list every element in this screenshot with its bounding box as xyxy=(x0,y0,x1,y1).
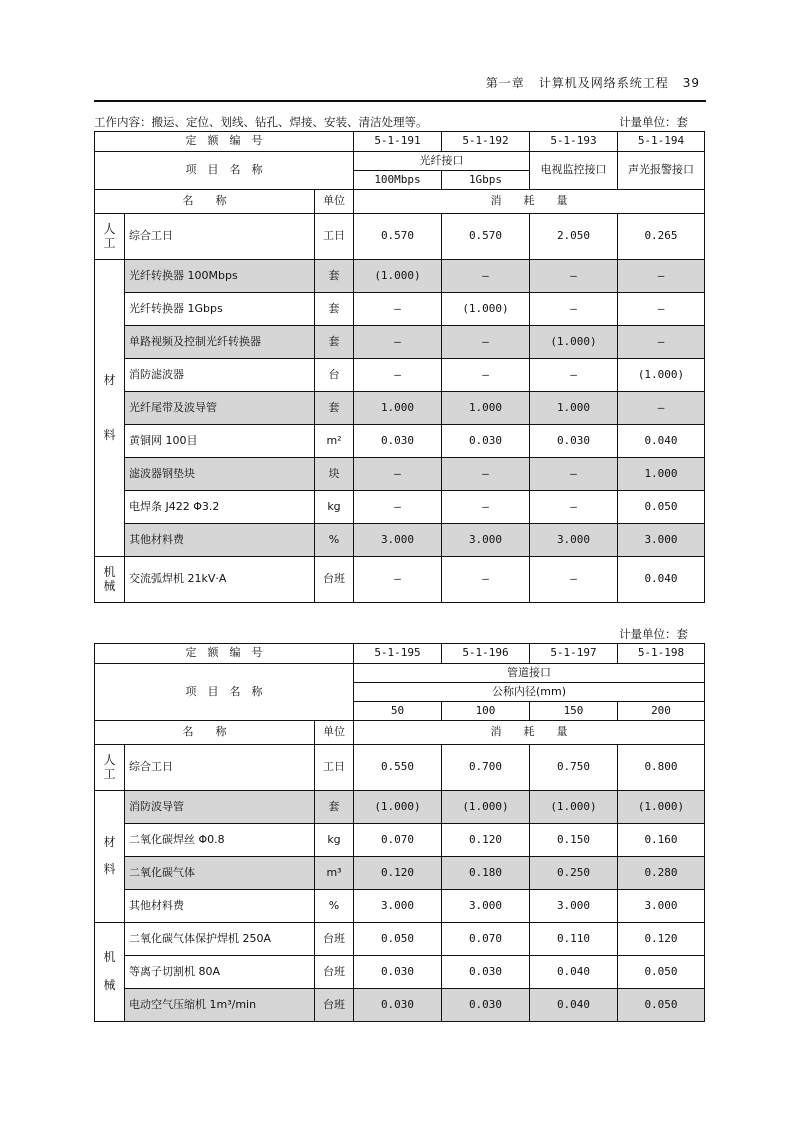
row-value: — xyxy=(354,557,442,603)
row-value: 0.040 xyxy=(618,557,705,603)
diameter: 200 xyxy=(618,702,705,721)
quota-code: 5-1-195 xyxy=(354,644,442,664)
row-value: 0.120 xyxy=(618,923,705,956)
row-value: (1.000) xyxy=(442,293,530,326)
row-value: 0.030 xyxy=(354,989,442,1022)
row-value: 0.040 xyxy=(530,989,618,1022)
consumption-header: 消 耗 量 xyxy=(354,721,705,745)
category-machine: 机 械 xyxy=(95,923,125,1022)
row-value: 3.000 xyxy=(530,524,618,557)
row-value: 0.120 xyxy=(354,857,442,890)
row-name: 滤波器钢垫块 xyxy=(125,458,315,491)
item-name-label: 项 目 名 称 xyxy=(95,152,354,190)
row-name: 其他材料费 xyxy=(125,524,315,557)
row-value: — xyxy=(530,359,618,392)
page-number: 39 xyxy=(682,76,700,90)
row-unit: 工日 xyxy=(315,745,354,791)
col-name: 声光报警接口 xyxy=(618,152,705,190)
row-unit: 套 xyxy=(315,392,354,425)
quota-code: 5-1-191 xyxy=(354,132,442,152)
row-value: 0.030 xyxy=(442,956,530,989)
row-value: (1.000) xyxy=(354,791,442,824)
row-value: 3.000 xyxy=(530,890,618,923)
row-name: 综合工日 xyxy=(125,745,315,791)
row-value: 0.250 xyxy=(530,857,618,890)
row-value: 0.030 xyxy=(442,425,530,458)
row-value: 0.040 xyxy=(530,956,618,989)
row-value: (1.000) xyxy=(442,791,530,824)
quota-table-2 xyxy=(94,643,705,1022)
row-value: 0.280 xyxy=(618,857,705,890)
diameter: 100 xyxy=(442,702,530,721)
row-unit: kg xyxy=(315,824,354,857)
row-value: — xyxy=(530,260,618,293)
row-value: 0.570 xyxy=(354,214,442,260)
unit-header: 单位 xyxy=(315,190,354,214)
row-value: (1.000) xyxy=(530,791,618,824)
row-value: 3.000 xyxy=(618,890,705,923)
row-value: 0.030 xyxy=(354,425,442,458)
row-unit: 块 xyxy=(315,458,354,491)
row-value: 2.050 xyxy=(530,214,618,260)
group-label: 管道接口 xyxy=(354,664,705,683)
category-labor: 人 工 xyxy=(95,214,125,260)
sub-item: 1Gbps xyxy=(442,171,530,190)
row-value: 3.000 xyxy=(354,890,442,923)
row-value: — xyxy=(530,293,618,326)
row-value: 3.000 xyxy=(618,524,705,557)
row-value: 3.000 xyxy=(354,524,442,557)
row-unit: 套 xyxy=(315,791,354,824)
row-value: 0.160 xyxy=(618,824,705,857)
quota-code: 5-1-194 xyxy=(618,132,705,152)
quota-code: 5-1-192 xyxy=(442,132,530,152)
row-name: 电焊条 J422 Φ3.2 xyxy=(125,491,315,524)
quota-code-label: 定 额 编 号 xyxy=(95,132,354,152)
category-material: 材 料 xyxy=(95,260,125,557)
row-value: 0.150 xyxy=(530,824,618,857)
page-header xyxy=(486,74,700,91)
sub-item: 100Mbps xyxy=(354,171,442,190)
name-header: 名 称 xyxy=(95,721,315,745)
row-value: (1.000) xyxy=(530,326,618,359)
row-value: 0.180 xyxy=(442,857,530,890)
row-value: 0.070 xyxy=(354,824,442,857)
row-value: 0.050 xyxy=(618,491,705,524)
row-name: 二氧化碳焊丝 Φ0.8 xyxy=(125,824,315,857)
quota-code: 5-1-198 xyxy=(618,644,705,664)
row-name: 二氧化碳气体 xyxy=(125,857,315,890)
row-value: — xyxy=(354,491,442,524)
name-header: 名 称 xyxy=(95,190,315,214)
quota-code: 5-1-196 xyxy=(442,644,530,664)
row-value: 3.000 xyxy=(442,890,530,923)
diameter: 150 xyxy=(530,702,618,721)
row-value: 0.570 xyxy=(442,214,530,260)
row-value: — xyxy=(442,557,530,603)
row-value: — xyxy=(442,458,530,491)
row-unit: m³ xyxy=(315,857,354,890)
row-value: — xyxy=(354,359,442,392)
row-value: — xyxy=(442,326,530,359)
row-value: — xyxy=(354,326,442,359)
row-value: — xyxy=(530,557,618,603)
row-value: 1.000 xyxy=(530,392,618,425)
row-name: 其他材料费 xyxy=(125,890,315,923)
quota-table-1 xyxy=(94,131,705,603)
row-value: 0.030 xyxy=(354,956,442,989)
row-unit: 台 xyxy=(315,359,354,392)
row-value: 0.030 xyxy=(530,425,618,458)
row-value: 0.800 xyxy=(618,745,705,791)
row-unit: 套 xyxy=(315,260,354,293)
row-value: 1.000 xyxy=(618,458,705,491)
row-unit: m² xyxy=(315,425,354,458)
row-value: 0.030 xyxy=(442,989,530,1022)
item-name-label: 项 目 名 称 xyxy=(95,664,354,721)
row-value: 3.000 xyxy=(442,524,530,557)
category-machine: 机 械 xyxy=(95,557,125,603)
category-material: 材 料 xyxy=(95,791,125,923)
row-value: (1.000) xyxy=(618,359,705,392)
row-value: — xyxy=(354,293,442,326)
consumption-header: 消 耗 量 xyxy=(354,190,705,214)
row-unit: 台班 xyxy=(315,923,354,956)
unit-header: 单位 xyxy=(315,721,354,745)
row-value: — xyxy=(442,359,530,392)
category-labor: 人 工 xyxy=(95,745,125,791)
row-value: 0.050 xyxy=(618,956,705,989)
diameter: 50 xyxy=(354,702,442,721)
row-name: 等离子切割机 80A xyxy=(125,956,315,989)
row-value: — xyxy=(618,260,705,293)
row-value: 1.000 xyxy=(442,392,530,425)
row-unit: % xyxy=(315,890,354,923)
row-unit: 套 xyxy=(315,293,354,326)
quota-code: 5-1-197 xyxy=(530,644,618,664)
chapter-label: 第一章 xyxy=(485,76,525,90)
row-unit: % xyxy=(315,524,354,557)
row-value: 0.110 xyxy=(530,923,618,956)
row-name: 综合工日 xyxy=(125,214,315,260)
row-name: 交流弧焊机 21kV·A xyxy=(125,557,315,603)
row-value: 0.120 xyxy=(442,824,530,857)
row-value: — xyxy=(618,326,705,359)
row-value: — xyxy=(618,293,705,326)
row-value: (1.000) xyxy=(354,260,442,293)
group-label: 光纤接口 xyxy=(354,152,530,171)
row-name: 单路视频及控制光纤转换器 xyxy=(125,326,315,359)
row-value: 0.050 xyxy=(618,989,705,1022)
row-value: — xyxy=(618,392,705,425)
row-value: 0.040 xyxy=(618,425,705,458)
row-name: 光纤尾带及波导管 xyxy=(125,392,315,425)
row-unit: 台班 xyxy=(315,989,354,1022)
row-value: — xyxy=(530,458,618,491)
row-unit: 工日 xyxy=(315,214,354,260)
col-name: 电视监控接口 xyxy=(530,152,618,190)
row-unit: kg xyxy=(315,491,354,524)
row-unit: 台班 xyxy=(315,557,354,603)
row-value: — xyxy=(442,260,530,293)
header-rule xyxy=(94,100,706,102)
sub-group-label: 公称内径(mm) xyxy=(354,683,705,702)
unit-label-2: 计量单位：套 xyxy=(619,627,688,641)
row-value: 0.050 xyxy=(354,923,442,956)
row-value: (1.000) xyxy=(618,791,705,824)
row-unit: 台班 xyxy=(315,956,354,989)
row-value: — xyxy=(530,491,618,524)
row-name: 消防滤波器 xyxy=(125,359,315,392)
row-value: 0.070 xyxy=(442,923,530,956)
quota-code-label: 定 额 编 号 xyxy=(95,644,354,664)
row-value: — xyxy=(442,491,530,524)
row-value: 0.750 xyxy=(530,745,618,791)
row-name: 二氧化碳气体保护焊机 250A xyxy=(125,923,315,956)
row-value: — xyxy=(354,458,442,491)
work-content: 工作内容：搬运、定位、划线、钻孔、焊接、安装、清洁处理等。 xyxy=(94,115,428,129)
row-value: 0.550 xyxy=(354,745,442,791)
row-name: 光纤转换器 100Mbps xyxy=(125,260,315,293)
quota-code: 5-1-193 xyxy=(530,132,618,152)
row-unit: 套 xyxy=(315,326,354,359)
unit-label-1: 计量单位：套 xyxy=(619,115,688,129)
row-name: 消防波导管 xyxy=(125,791,315,824)
row-value: 1.000 xyxy=(354,392,442,425)
row-value: 0.265 xyxy=(618,214,705,260)
chapter-title: 计算机及网络系统工程 xyxy=(538,76,669,90)
row-name: 电动空气压缩机 1m³/min xyxy=(125,989,315,1022)
row-name: 光纤转换器 1Gbps xyxy=(125,293,315,326)
row-name: 黄铜网 100目 xyxy=(125,425,315,458)
row-value: 0.700 xyxy=(442,745,530,791)
